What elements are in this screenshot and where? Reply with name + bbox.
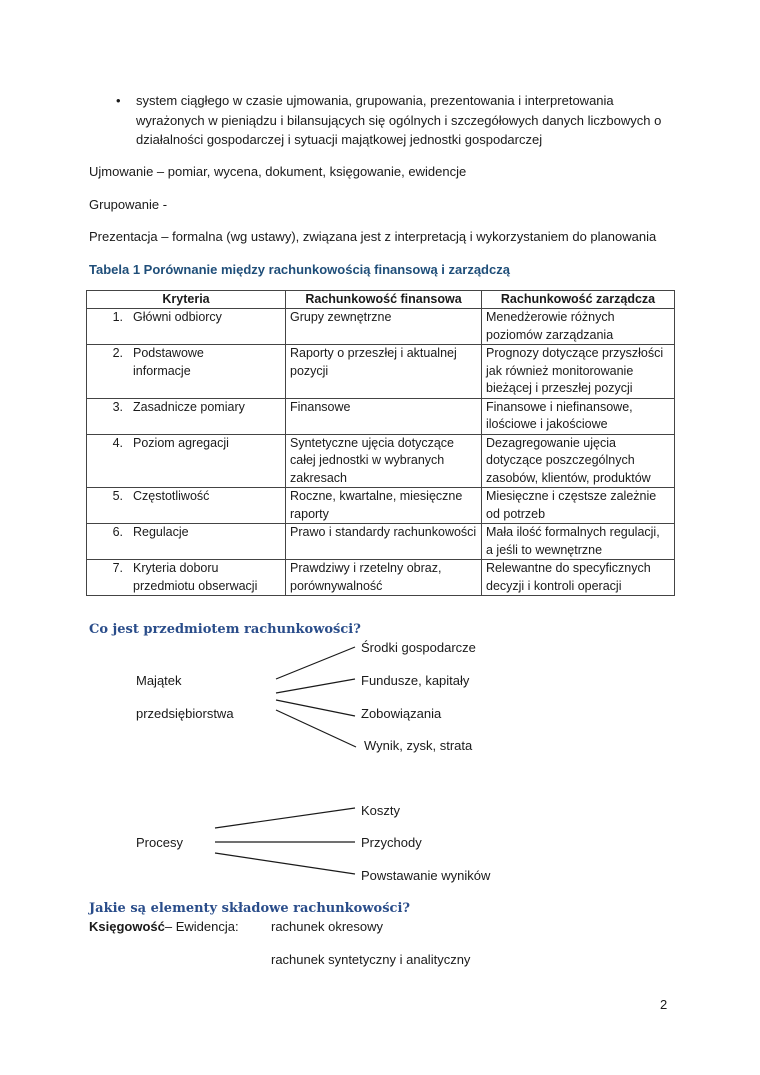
table-row [87,309,675,345]
diagram-target: Koszty [361,803,401,818]
bullet-line: działalności gospodarczej i sytuacji majątkowej jednostki gospodarczej [136,132,543,147]
financial-cell: Grupy zewnętrzne [286,309,482,345]
criterion-cell [87,345,286,399]
ksiegowosc-label [89,919,239,934]
criterion-cell [87,309,286,345]
paragraph-ujmowanie: Ujmowanie – pomiar, wycena, dokument, księgowanie, ewidencje [89,164,467,179]
financial-cell: Raporty o przeszłej i aktualnej pozycji [286,345,482,399]
criterion-text: Zasadnicze pomiary [133,399,245,414]
row-number: 4. [112,435,123,450]
bullet-line: wyrażonych w pieniądzu i bilansujących się ogólnych i szczegółowych danych liczbowych o [136,112,662,128]
table-caption: Tabela 1 Porównanie między rachunkowością finansową i zarządczą [89,262,510,277]
managerial-cell: Finansowe i niefinansowe, ilościowe i jakościowe [482,398,675,434]
managerial-cell: Dezagregowanie ujęcia dotyczące poszczególnych zasobów, klientów, produktów [482,434,675,488]
criterion-cell [87,488,286,524]
managerial-cell: Prognozy dotyczące przyszłości jak również monitorowanie bieżącej i przeszłej pozycji [482,345,675,399]
criterion-cell [87,398,286,434]
row-number: 6. [112,525,123,539]
financial-cell: Roczne, kwartalne, miesięczne raporty [286,488,482,524]
paragraph-prezentacja: Prezentacja – formalna (wg ustawy), związana jest z interpretacją i wykorzystaniem do planowania [89,229,657,244]
table-header-row [87,291,675,309]
criterion-text: Regulacje [133,525,189,539]
paragraph-grupowanie: Grupowanie - [89,197,168,212]
section-heading-components: Jakie są elementy składowe rachunkowości? [89,901,411,916]
column-header-managerial: Rachunkowość zarządcza [482,291,675,309]
managerial-cell: Miesięczne i częstsze zależnie od potrzeb [482,488,675,524]
column-header-financial: Rachunkowość finansowa [286,291,482,309]
component-item: rachunek okresowy [271,919,383,934]
table-row [87,345,675,399]
table-row [87,524,675,560]
financial-cell: Finansowe [286,398,482,434]
section-heading-subject: Co jest przedmiotem rachunkowości? [89,622,361,637]
diagram-source-processes: Procesy [136,835,183,850]
criterion-text: Częstotliwość [133,489,210,503]
row-number: 1. [112,310,123,324]
row-number: 7. [112,561,123,575]
table-row [87,434,675,488]
managerial-cell: Menedżerowie różnych poziomów zarządzania [482,309,675,345]
table-row [87,488,675,524]
bullet-icon: • [116,93,121,108]
criterion-text: Poziom agregacji [133,435,229,450]
diagram-target: Środki gospodarcze [361,640,476,655]
diagram-source-line2: przedsiębiorstwa [136,706,234,721]
page-number: 2 [660,997,668,1012]
ewidencja-label: – Ewidencja: [164,919,239,934]
bullet-paragraph [136,91,676,150]
financial-cell: Prawdziwy i rzetelny obraz, porównywalność [286,560,482,596]
bullet-line: system ciągłego w czasie ujmowania, grupowania, prezentowania i interpretowania [136,93,614,108]
row-number: 5. [112,489,123,503]
diagram-target: Zobowiązania [361,706,442,721]
criterion-text: Kryteria doboru przedmiotu obserwacji [133,561,258,593]
table-row [87,398,675,434]
criterion-cell [87,434,286,488]
component-item: rachunek syntetyczny i analityczny [271,952,471,967]
managerial-cell: Mała ilość formalnych regulacji, a jeśli to wewnętrzne [482,524,675,560]
row-number: 3. [112,399,123,414]
diagram-source-line1: Majątek [136,673,182,688]
row-number: 2. [112,346,123,360]
comparison-table [86,290,675,596]
financial-cell: Prawo i standardy rachunkowości [286,524,482,560]
criterion-text: Główni odbiorcy [133,310,222,324]
table-row [87,560,675,596]
diagram-target: Przychody [361,835,422,850]
ksiegowosc-bold: Księgowość [89,919,165,934]
diagram-target: Fundusze, kapitały [361,673,470,688]
column-header-criteria: Kryteria [87,291,286,309]
managerial-cell: Relewantne do specyficznych decyzji i kontroli operacji [482,560,675,596]
criterion-cell [87,560,286,596]
financial-cell: Syntetyczne ujęcia dotyczące całej jednostki w wybranych zakresach [286,434,482,488]
diagram-target: Wynik, zysk, strata [364,738,473,753]
diagram-target: Powstawanie wyników [361,868,491,883]
criterion-text: Podstawowe informacje [133,346,204,378]
criterion-cell [87,524,286,560]
